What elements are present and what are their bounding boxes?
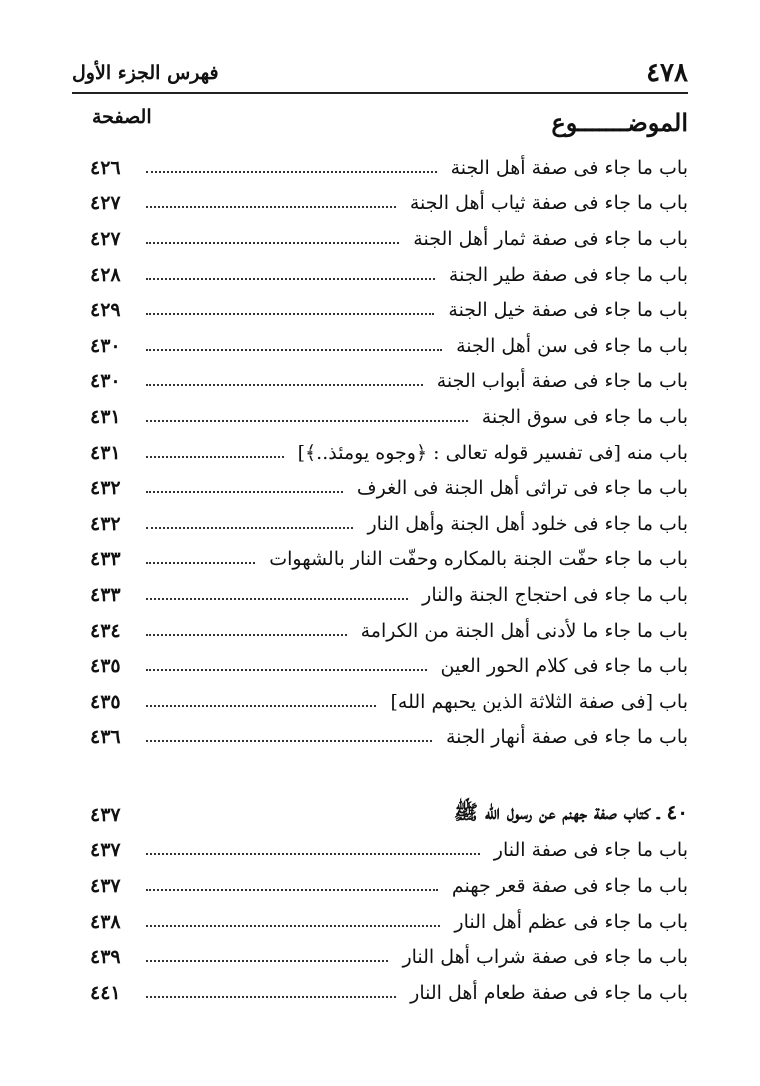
dot-leader: [146, 491, 343, 493]
entry-page: ٤٢٧: [90, 192, 121, 215]
entry-title: باب ما جاء فى صفة النار: [493, 839, 688, 862]
entry-title: باب ما جاء فى صفة أهل الجنة: [450, 156, 688, 179]
dot-leader: [146, 853, 480, 855]
dot-leader: [146, 171, 437, 173]
toc-entry: [90, 720, 688, 756]
entry-page: ٤٣١: [90, 441, 121, 464]
page-number: ٤٧٨: [646, 58, 688, 88]
entry-page: ٤٤١: [90, 981, 121, 1004]
entry-title: باب ما جاء فى صفة قعر جهنم: [451, 875, 688, 898]
toc-entry: [90, 186, 688, 222]
entry-page: ٤٣٢: [90, 512, 121, 535]
entry-title: باب ما جاء حفّت الجنة بالمكاره وحفّت النار بالشهوات: [269, 548, 688, 571]
column-headings: [72, 104, 688, 146]
toc-entry: [90, 221, 688, 257]
toc-entries: [90, 150, 688, 1011]
entry-page: ٤٣٥: [90, 655, 121, 678]
entry-title: باب ما جاء فى صفة ثياب أهل الجنة: [409, 192, 688, 215]
toc-entry: [90, 542, 688, 578]
dot-leader: [146, 669, 427, 671]
entry-page: ٤٣٦: [90, 726, 121, 749]
entry-page: ٤٣٩: [90, 946, 121, 969]
running-title: فهرس الجزء الأول: [72, 62, 219, 84]
entry-page: ٤٢٨: [90, 263, 121, 286]
entry-page: ٤٣٠: [90, 334, 121, 357]
subject-column-heading: الموضـــــــوع: [551, 108, 688, 137]
chapter-page: ٤٣٧: [90, 803, 121, 826]
dot-leader: [146, 242, 399, 244]
entry-page: ٤٣١: [90, 405, 121, 428]
chapter-title: ٤٠ ـ كتاب صفة جهنم عن رسول الله ﷺ: [453, 800, 688, 825]
entry-page: ٤٣٠: [90, 370, 121, 393]
entry-page: ٤٢٦: [90, 156, 121, 179]
dot-leader: [146, 598, 408, 600]
entry-page: ٤٣٧: [90, 839, 121, 862]
dot-leader: [146, 634, 347, 636]
entry-page: ٤٣٣: [90, 583, 121, 606]
toc-entry: [90, 257, 688, 293]
entry-title: باب ما جاء فى عظم أهل النار: [454, 910, 688, 933]
entry-title: باب ما جاء فى صفة طعام أهل النار: [410, 981, 688, 1004]
entry-title: باب ما جاء فى كلام الحور العين: [440, 655, 688, 678]
page-column-heading: الصفحة: [92, 106, 152, 128]
section-spacer: [90, 755, 688, 797]
dot-leader: [146, 996, 396, 998]
entry-title: باب ما جاء فى تراثى أهل الجنة فى الغرف: [356, 477, 688, 500]
dot-leader: [146, 562, 255, 564]
toc-entry: [90, 470, 688, 506]
entry-title: باب ما جاء فى صفة ثمار أهل الجنة: [413, 227, 688, 250]
dot-leader: [146, 313, 434, 315]
dot-leader: [146, 889, 438, 891]
entry-title: باب ما جاء فى سن أهل الجنة: [456, 334, 688, 357]
toc-entry: [90, 939, 688, 975]
dot-leader: [146, 527, 353, 529]
entry-title: باب ما جاء فى خلود أهل الجنة وأهل النار: [367, 512, 688, 535]
entry-page: ٤٣٥: [90, 690, 121, 713]
entry-title: باب ما جاء ما لأدنى أهل الجنة من الكرامة: [360, 619, 688, 642]
entry-title: باب ما جاء فى صفة خيل الجنة: [448, 299, 688, 322]
toc-entry: [90, 150, 688, 186]
toc-entry: [90, 975, 688, 1011]
entry-page: ٤٢٩: [90, 299, 121, 322]
toc-entry: [90, 684, 688, 720]
dot-leader: [146, 349, 442, 351]
toc-entry: [90, 833, 688, 869]
toc-entry: [90, 506, 688, 542]
entry-title: باب [فى صفة الثلاثة الذين يحبهم الله]: [390, 690, 688, 713]
dot-leader: [146, 420, 468, 422]
dot-leader: [146, 384, 423, 386]
dot-leader: [146, 206, 396, 208]
toc-entry: [90, 328, 688, 364]
entry-title: باب ما جاء فى صفة أنهار الجنة: [445, 726, 688, 749]
dot-leader: [146, 925, 440, 927]
entry-page: ٤٣٣: [90, 548, 121, 571]
toc-entry: [90, 868, 688, 904]
toc-entry: [90, 364, 688, 400]
toc-entry: [90, 577, 688, 613]
toc-entry: [90, 435, 688, 471]
dot-leader: [146, 960, 388, 962]
toc-entry: [90, 648, 688, 684]
entry-title: باب ما جاء فى صفة شراب أهل النار: [402, 946, 688, 969]
entry-page: ٤٣٢: [90, 477, 121, 500]
toc-entry: [90, 904, 688, 940]
dot-leader: [146, 705, 376, 707]
entry-title: باب ما جاء فى سوق الجنة: [481, 405, 688, 428]
running-header: [72, 58, 688, 94]
dot-leader: [146, 740, 432, 742]
entry-page: ٤٣٨: [90, 910, 121, 933]
toc-entry: [90, 292, 688, 328]
entry-page: ٤٣٤: [90, 619, 121, 642]
toc-entry: [90, 613, 688, 649]
dot-leader: [146, 278, 435, 280]
entry-title: باب ما جاء فى صفة أبواب الجنة: [436, 370, 688, 393]
entry-page: ٤٣٧: [90, 875, 121, 898]
chapter-heading: [90, 797, 688, 833]
entry-title: باب منه [فى تفسير قوله تعالى : ﴿وجوه يومئذ..﴾]: [297, 441, 688, 464]
entry-title: باب ما جاء فى احتجاج الجنة والنار: [422, 583, 688, 606]
dot-leader: [146, 456, 284, 458]
toc-entry: [90, 399, 688, 435]
entry-title: باب ما جاء فى صفة طير الجنة: [448, 263, 688, 286]
entry-page: ٤٢٧: [90, 227, 121, 250]
